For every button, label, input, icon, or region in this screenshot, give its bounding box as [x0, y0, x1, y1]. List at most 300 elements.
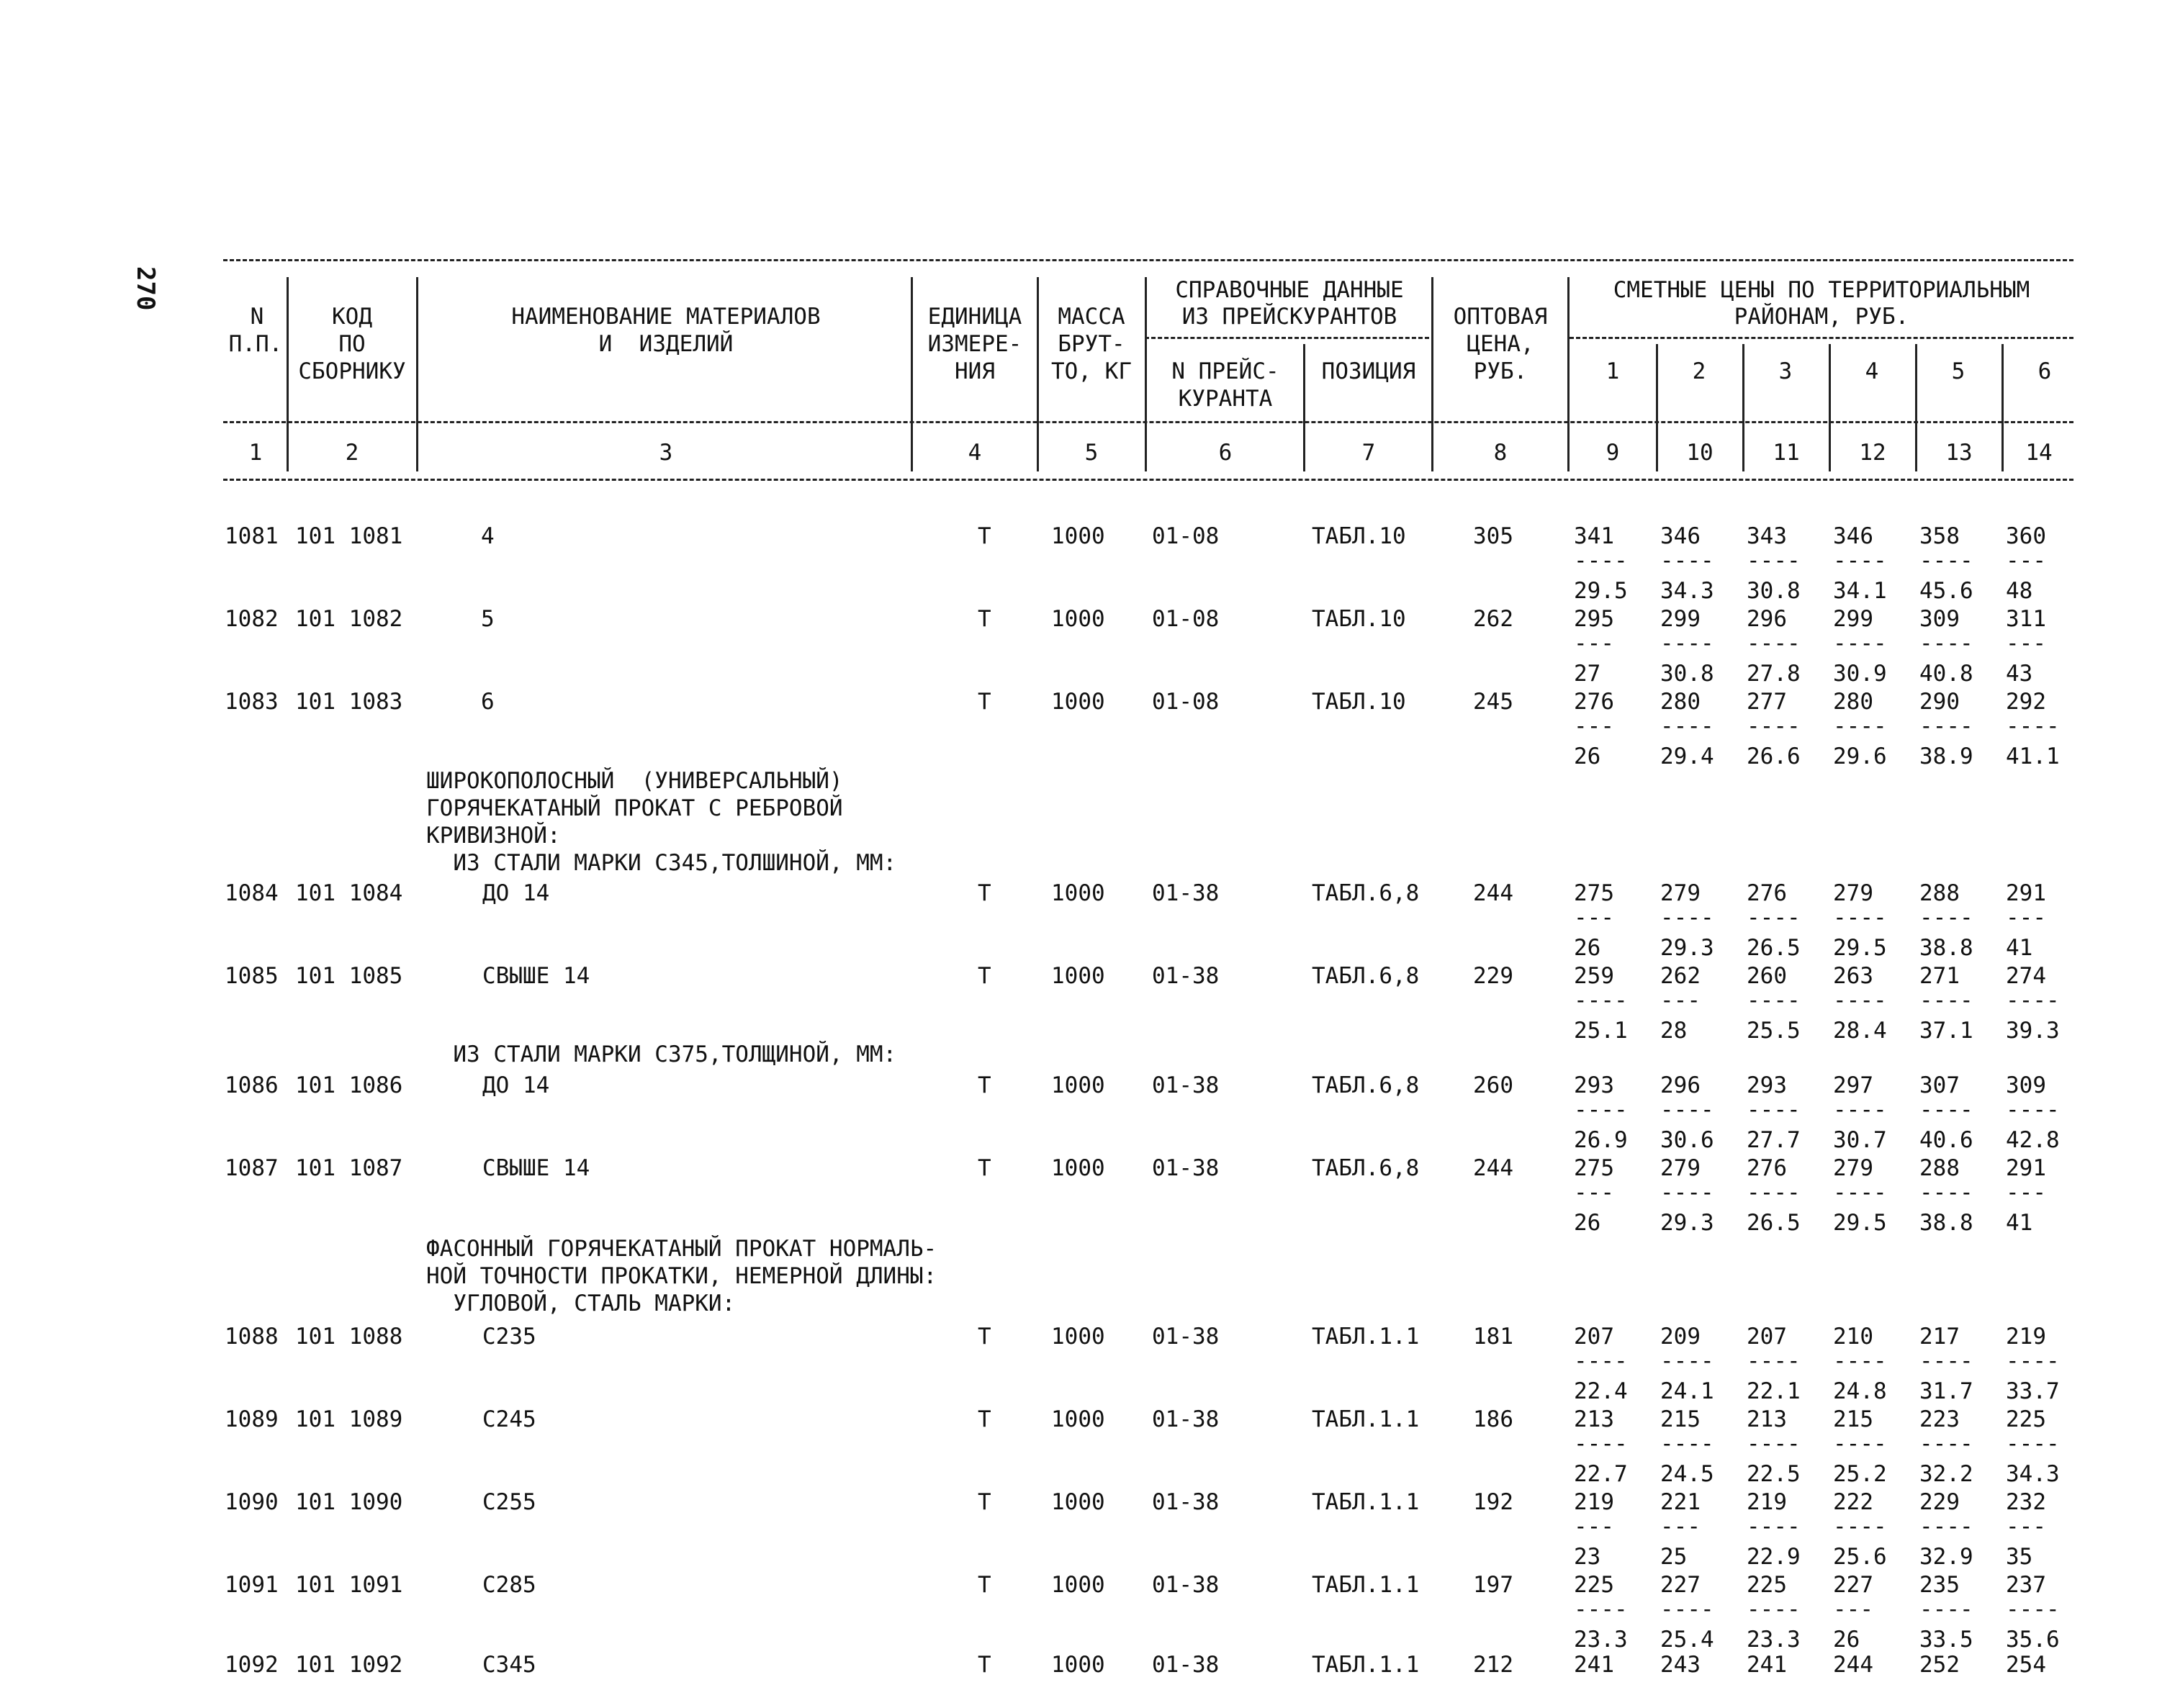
header-code: ПО	[338, 331, 366, 357]
row-region-price: 215	[1660, 1406, 1701, 1432]
region-number: 4	[1865, 358, 1879, 384]
row-unit: Т	[978, 689, 991, 715]
row-mass: 1000	[1051, 963, 1105, 989]
header-position: ПОЗИЦИЯ	[1321, 358, 1416, 384]
row-fraction-line: ----	[1660, 1097, 1714, 1123]
column-number: 12	[1859, 440, 1886, 466]
row-pricelist: 01-38	[1152, 1572, 1220, 1598]
row-region-price: 237	[2006, 1572, 2046, 1598]
header-pricelist: N ПРЕЙС-	[1171, 358, 1279, 384]
row-position: ТАБЛ.1.1	[1312, 1406, 1420, 1432]
row-region-fraction: 26.5	[1747, 1210, 1801, 1236]
row-code: 101 1091	[295, 1572, 403, 1598]
row-region-price: 288	[1919, 880, 1960, 906]
header-price: РУБ.	[1473, 358, 1528, 384]
row-code: 101 1092	[295, 1652, 403, 1678]
row-region-price: 360	[2006, 523, 2046, 549]
row-fraction-line: ----	[1919, 1596, 1973, 1622]
header-mass: ТО, КГ	[1051, 358, 1132, 384]
column-number: 8	[1493, 440, 1508, 466]
row-fraction-line: ----	[1833, 1097, 1887, 1123]
row-name: С255	[482, 1489, 536, 1515]
header-divider	[1303, 344, 1305, 471]
row-region-price: 222	[1833, 1489, 1873, 1515]
row-position: ТАБЛ.1.1	[1312, 1489, 1420, 1515]
row-unit: Т	[978, 606, 991, 632]
row-fraction-line: ----	[2006, 1596, 2060, 1622]
row-pricelist: 01-38	[1152, 1155, 1220, 1181]
row-fraction-line: ----	[1833, 631, 1887, 656]
header-ref-group: СПРАВОЧНЫЕ ДАННЫЕ	[1175, 277, 1404, 303]
header-mass: МАССА	[1058, 304, 1125, 330]
row-region-price: 341	[1574, 523, 1614, 549]
header-divider	[1037, 277, 1039, 471]
row-fraction-line: ----	[1747, 1596, 1801, 1622]
row-code: 101 1085	[295, 963, 403, 989]
header-n: N	[250, 304, 264, 330]
row-region-fraction: 28	[1660, 1018, 1688, 1044]
header-pp: П.П.	[228, 331, 283, 357]
row-fraction-line: ----	[1833, 548, 1887, 574]
row-region-fraction: 25.2	[1833, 1461, 1887, 1487]
row-region-fraction: 27.7	[1747, 1127, 1801, 1153]
row-region-price: 275	[1574, 880, 1614, 906]
row-number: 1085	[225, 963, 279, 989]
row-fraction-line: ----	[1747, 631, 1801, 656]
row-fraction-line: ----	[2006, 1431, 2060, 1457]
row-region-fraction: 24.8	[1833, 1378, 1887, 1404]
row-region-price: 241	[1574, 1652, 1614, 1678]
row-region-price: 309	[1919, 606, 1960, 632]
column-number: 4	[968, 440, 982, 466]
row-fraction-line: ----	[1574, 548, 1628, 574]
row-unit: Т	[978, 880, 991, 906]
row-region-fraction: 33.7	[2006, 1378, 2060, 1404]
region-number: 2	[1692, 358, 1706, 384]
row-fraction-line: ----	[1747, 713, 1801, 739]
row-fraction-line: ---	[2006, 1180, 2046, 1206]
row-region-price: 279	[1833, 880, 1873, 906]
row-region-fraction: 22.7	[1574, 1461, 1628, 1487]
row-unit: Т	[978, 1489, 991, 1515]
section-heading-shaped: ФАСОННЫЙ ГОРЯЧЕКАТАНЫЙ ПРОКАТ НОРМАЛЬ-	[426, 1236, 937, 1262]
row-region-fraction: 30.8	[1747, 578, 1801, 604]
header-pricelist: КУРАНТА	[1178, 386, 1273, 412]
column-number: 3	[659, 440, 673, 466]
row-region-fraction: 34.3	[1660, 578, 1714, 604]
row-name: СВЫШЕ 14	[482, 1155, 590, 1181]
region-number: 6	[2037, 358, 2052, 384]
row-region-price: 295	[1574, 606, 1614, 632]
row-region-price: 279	[1660, 880, 1701, 906]
row-region-fraction: 30.7	[1833, 1127, 1887, 1153]
row-number: 1087	[225, 1155, 279, 1181]
column-number: 9	[1606, 440, 1620, 466]
row-pricelist: 01-08	[1152, 606, 1220, 632]
row-region-price: 279	[1660, 1155, 1701, 1181]
row-number: 1083	[225, 689, 279, 715]
row-fraction-line: ----	[1833, 988, 1887, 1013]
row-name: С245	[482, 1406, 536, 1432]
row-name: 6	[481, 689, 495, 715]
row-fraction-line: ----	[1833, 1348, 1887, 1374]
row-region-fraction: 35.6	[2006, 1627, 2060, 1653]
row-fraction-line: ----	[1919, 713, 1973, 739]
row-region-price: 217	[1919, 1324, 1960, 1350]
row-pricelist: 01-38	[1152, 963, 1220, 989]
header-divider	[1567, 277, 1570, 471]
row-fraction-line: ---	[1660, 988, 1701, 1013]
row-region-fraction: 48	[2006, 578, 2033, 604]
row-wholesale-price: 181	[1473, 1324, 1513, 1350]
header-code: СБОРНИКУ	[298, 358, 406, 384]
row-region-price: 358	[1919, 523, 1960, 549]
row-number: 1089	[225, 1406, 279, 1432]
row-region-price: 307	[1919, 1072, 1960, 1098]
row-fraction-line: ----	[2006, 988, 2060, 1013]
row-fraction-line: ----	[1660, 1431, 1714, 1457]
row-region-fraction: 26.5	[1747, 935, 1801, 961]
section-heading-wideband: ШИРОКОПОЛОСНЫЙ (УНИВЕРСАЛЬНЫЙ)	[426, 768, 843, 794]
row-region-fraction: 40.8	[1919, 661, 1973, 687]
row-fraction-line: ----	[1747, 548, 1801, 574]
row-fraction-line: ----	[1660, 1348, 1714, 1374]
row-region-price: 274	[2006, 963, 2046, 989]
region-number: 1	[1606, 358, 1620, 384]
row-region-price: 276	[1574, 689, 1614, 715]
column-number: 10	[1686, 440, 1714, 466]
row-region-fraction: 26	[1833, 1627, 1860, 1653]
row-region-fraction: 29.5	[1833, 1210, 1887, 1236]
row-unit: Т	[978, 1155, 991, 1181]
row-mass: 1000	[1051, 1572, 1105, 1598]
row-wholesale-price: 305	[1473, 523, 1513, 549]
row-region-price: 263	[1833, 963, 1873, 989]
row-code: 101 1082	[295, 606, 403, 632]
row-number: 1090	[225, 1489, 279, 1515]
row-fraction-line: ---	[1574, 1180, 1614, 1206]
row-unit: Т	[978, 1406, 991, 1432]
row-number: 1088	[225, 1324, 279, 1350]
row-fraction-line: ----	[1919, 988, 1973, 1013]
row-mass: 1000	[1051, 1406, 1105, 1432]
row-fraction-line: ----	[1747, 988, 1801, 1013]
row-region-price: 290	[1919, 689, 1960, 715]
row-code: 101 1088	[295, 1324, 403, 1350]
row-region-price: 219	[1574, 1489, 1614, 1515]
row-fraction-line: ----	[1660, 548, 1714, 574]
header-bottom-rule	[223, 479, 2073, 481]
header-divider	[1145, 277, 1147, 471]
row-region-fraction: 41.1	[2006, 744, 2060, 769]
row-fraction-line: ----	[1919, 1348, 1973, 1374]
row-region-fraction: 22.4	[1574, 1378, 1628, 1404]
row-code: 101 1084	[295, 880, 403, 906]
row-name: ДО 14	[482, 880, 550, 906]
header-prices-group: СМЕТНЫЕ ЦЕНЫ ПО ТЕРРИТОРИАЛЬНЫМ	[1613, 277, 2030, 303]
row-fraction-line: ----	[1747, 1431, 1801, 1457]
column-number: 11	[1773, 440, 1800, 466]
row-region-fraction: 34.3	[2006, 1461, 2060, 1487]
header-code: КОД	[332, 304, 372, 330]
row-region-price: 219	[1747, 1489, 1787, 1515]
column-number: 6	[1218, 440, 1233, 466]
row-region-price: 293	[1747, 1072, 1787, 1098]
row-code: 101 1086	[295, 1072, 403, 1098]
row-mass: 1000	[1051, 1072, 1105, 1098]
row-region-price: 225	[1747, 1572, 1787, 1598]
row-region-fraction: 41	[2006, 1210, 2033, 1236]
row-fraction-line: ----	[1747, 905, 1801, 931]
row-region-fraction: 27.8	[1747, 661, 1801, 687]
row-region-fraction: 30.9	[1833, 661, 1887, 687]
row-name: СВЫШЕ 14	[482, 963, 590, 989]
row-name: С285	[482, 1572, 536, 1598]
header-price: ЦЕНА,	[1467, 331, 1534, 357]
row-region-price: 229	[1919, 1489, 1960, 1515]
header-unit: ИЗМЕРЕ-	[927, 331, 1022, 357]
row-region-price: 346	[1660, 523, 1701, 549]
row-pricelist: 01-38	[1152, 1324, 1220, 1350]
row-region-price: 293	[1574, 1072, 1614, 1098]
row-region-price: 225	[2006, 1406, 2046, 1432]
row-region-price: 213	[1574, 1406, 1614, 1432]
row-region-fraction: 42.8	[2006, 1127, 2060, 1153]
row-fraction-line: ----	[1919, 1180, 1973, 1206]
row-region-fraction: 22.5	[1747, 1461, 1801, 1487]
row-region-price: 252	[1919, 1652, 1960, 1678]
row-position: ТАБЛ.1.1	[1312, 1572, 1420, 1598]
row-region-fraction: 26	[1574, 935, 1601, 961]
row-number: 1091	[225, 1572, 279, 1598]
row-wholesale-price: 245	[1473, 689, 1513, 715]
row-region-fraction: 25	[1660, 1544, 1688, 1570]
row-unit: Т	[978, 1572, 991, 1598]
row-fraction-line: ----	[1747, 1180, 1801, 1206]
row-region-price: 227	[1833, 1572, 1873, 1598]
header-divider	[1431, 277, 1433, 471]
row-fraction-line: ----	[1660, 713, 1714, 739]
row-region-price: 296	[1747, 606, 1787, 632]
row-region-fraction: 29.3	[1660, 935, 1714, 961]
row-unit: Т	[978, 1652, 991, 1678]
row-region-fraction: 38.8	[1919, 935, 1973, 961]
row-region-fraction: 32.2	[1919, 1461, 1973, 1487]
row-fraction-line: ---	[2006, 548, 2046, 574]
row-name: 5	[481, 606, 495, 632]
row-fraction-line: ----	[1833, 1514, 1887, 1540]
row-fraction-line: ----	[1574, 1596, 1628, 1622]
row-region-fraction: 37.1	[1919, 1018, 1973, 1044]
row-unit: Т	[978, 523, 991, 549]
row-region-price: 207	[1574, 1324, 1614, 1350]
region-number: 5	[1951, 358, 1965, 384]
row-code: 101 1089	[295, 1406, 403, 1432]
row-mass: 1000	[1051, 689, 1105, 715]
row-position: ТАБЛ.6,8	[1312, 880, 1420, 906]
ref-group-rule	[1145, 337, 1429, 339]
row-mass: 1000	[1051, 1652, 1105, 1678]
row-fraction-line: ----	[1747, 1348, 1801, 1374]
row-region-price: 275	[1574, 1155, 1614, 1181]
row-number: 1081	[225, 523, 279, 549]
row-fraction-line: ----	[1574, 988, 1628, 1013]
row-region-price: 291	[2006, 880, 2046, 906]
row-region-fraction: 25.5	[1747, 1018, 1801, 1044]
row-region-fraction: 31.7	[1919, 1378, 1973, 1404]
row-pricelist: 01-38	[1152, 1072, 1220, 1098]
row-name: С345	[482, 1652, 536, 1678]
row-region-fraction: 26	[1574, 1210, 1601, 1236]
row-position: ТАБЛ.1.1	[1312, 1652, 1420, 1678]
row-region-fraction: 32.9	[1919, 1544, 1973, 1570]
row-region-fraction: 35	[2006, 1544, 2033, 1570]
row-region-price: 299	[1660, 606, 1701, 632]
row-pricelist: 01-38	[1152, 880, 1220, 906]
section-heading-shaped: УГЛОВОЙ, СТАЛЬ МАРКИ:	[426, 1291, 736, 1316]
header-divider	[1915, 344, 1917, 471]
row-region-price: 291	[2006, 1155, 2046, 1181]
row-fraction-line: ---	[2006, 1514, 2046, 1540]
row-mass: 1000	[1051, 606, 1105, 632]
row-region-price: 232	[2006, 1489, 2046, 1515]
prices-group-rule	[1570, 337, 2073, 339]
section-heading-c375: ИЗ СТАЛИ МАРКИ С375,ТОЛЩИНОЙ, ММ:	[426, 1041, 897, 1067]
row-region-price: 221	[1660, 1489, 1701, 1515]
row-region-price: 279	[1833, 1155, 1873, 1181]
row-code: 101 1090	[295, 1489, 403, 1515]
row-region-price: 244	[1833, 1652, 1873, 1678]
row-unit: Т	[978, 1072, 991, 1098]
row-fraction-line: ----	[1833, 713, 1887, 739]
row-region-fraction: 25.1	[1574, 1018, 1628, 1044]
row-region-fraction: 29.5	[1833, 935, 1887, 961]
header-name: И ИЗДЕЛИЙ	[598, 331, 734, 357]
row-fraction-line: ----	[1919, 631, 1973, 656]
column-number: 14	[2025, 440, 2053, 466]
row-region-price: 292	[2006, 689, 2046, 715]
row-wholesale-price: 212	[1473, 1652, 1513, 1678]
row-fraction-line: ----	[1747, 1097, 1801, 1123]
row-region-fraction: 26.9	[1574, 1127, 1628, 1153]
row-fraction-line: ----	[2006, 1097, 2060, 1123]
row-fraction-line: ----	[1919, 548, 1973, 574]
header-divider	[2001, 344, 2004, 471]
row-region-fraction: 26.6	[1747, 744, 1801, 769]
row-region-price: 207	[1747, 1324, 1787, 1350]
row-fraction-line: ---	[1574, 1514, 1614, 1540]
header-divider	[911, 277, 913, 471]
page-number: 270	[131, 266, 160, 311]
section-heading-wideband: КРИВИЗНОЙ:	[426, 823, 561, 849]
row-fraction-line: ----	[1833, 905, 1887, 931]
row-region-fraction: 25.4	[1660, 1627, 1714, 1653]
row-number: 1084	[225, 880, 279, 906]
row-wholesale-price: 260	[1473, 1072, 1513, 1098]
row-fraction-line: ----	[1747, 1514, 1801, 1540]
row-region-price: 254	[2006, 1652, 2046, 1678]
row-region-fraction: 29.3	[1660, 1210, 1714, 1236]
header-unit: ЕДИНИЦА	[927, 304, 1022, 330]
row-position: ТАБЛ.10	[1312, 606, 1406, 632]
row-wholesale-price: 244	[1473, 880, 1513, 906]
row-region-price: 296	[1660, 1072, 1701, 1098]
row-unit: Т	[978, 963, 991, 989]
column-number: 2	[345, 440, 359, 466]
row-number: 1092	[225, 1652, 279, 1678]
row-region-fraction: 30.6	[1660, 1127, 1714, 1153]
row-region-fraction: 25.6	[1833, 1544, 1887, 1570]
row-region-fraction: 29.5	[1574, 578, 1628, 604]
row-fraction-line: ----	[1919, 905, 1973, 931]
row-fraction-line: ---	[2006, 905, 2046, 931]
header-ref-group: ИЗ ПРЕЙСКУРАНТОВ	[1181, 304, 1397, 330]
row-region-price: 346	[1833, 523, 1873, 549]
row-position: ТАБЛ.1.1	[1312, 1324, 1420, 1350]
row-region-price: 277	[1747, 689, 1787, 715]
row-number: 1082	[225, 606, 279, 632]
row-region-price: 223	[1919, 1406, 1960, 1432]
row-region-price: 213	[1747, 1406, 1787, 1432]
row-region-fraction: 45.6	[1919, 578, 1973, 604]
section-heading-shaped: НОЙ ТОЧНОСТИ ПРОКАТКИ, НЕМЕРНОЙ ДЛИНЫ:	[426, 1263, 937, 1289]
row-mass: 1000	[1051, 523, 1105, 549]
row-region-price: 260	[1747, 963, 1787, 989]
column-number: 13	[1945, 440, 1973, 466]
header-mass: БРУТ-	[1058, 331, 1125, 357]
row-name: С235	[482, 1324, 536, 1350]
row-fraction-line: ---	[1833, 1596, 1873, 1622]
row-position: ТАБЛ.6,8	[1312, 1155, 1420, 1181]
header-mid-rule	[223, 421, 2073, 423]
row-region-price: 210	[1833, 1324, 1873, 1350]
row-fraction-line: ---	[1574, 631, 1614, 656]
row-region-fraction: 41	[2006, 935, 2033, 961]
row-region-price: 241	[1747, 1652, 1787, 1678]
row-region-fraction: 34.1	[1833, 578, 1887, 604]
row-region-fraction: 23.3	[1747, 1627, 1801, 1653]
header-divider	[287, 277, 289, 471]
row-region-price: 235	[1919, 1572, 1960, 1598]
row-region-price: 276	[1747, 880, 1787, 906]
row-fraction-line: ----	[2006, 1348, 2060, 1374]
row-region-fraction: 29.4	[1660, 744, 1714, 769]
row-region-price: 259	[1574, 963, 1614, 989]
row-fraction-line: ---	[1574, 713, 1614, 739]
row-unit: Т	[978, 1324, 991, 1350]
row-fraction-line: ---	[1574, 905, 1614, 931]
row-region-fraction: 22.9	[1747, 1544, 1801, 1570]
row-pricelist: 01-38	[1152, 1652, 1220, 1678]
row-region-price: 209	[1660, 1324, 1701, 1350]
row-code: 101 1081	[295, 523, 403, 549]
row-region-fraction: 29.6	[1833, 744, 1887, 769]
header-name: НАИМЕНОВАНИЕ МАТЕРИАЛОВ	[511, 304, 821, 330]
row-fraction-line: ----	[1660, 1596, 1714, 1622]
row-region-fraction: 43	[2006, 661, 2033, 687]
row-region-price: 343	[1747, 523, 1787, 549]
row-region-price: 262	[1660, 963, 1701, 989]
header-prices-group: РАЙОНАМ, РУБ.	[1734, 304, 1909, 330]
row-fraction-line: ----	[1660, 1180, 1714, 1206]
section-heading-wideband: ИЗ СТАЛИ МАРКИ С345,ТОЛШИНОЙ, ММ:	[426, 850, 897, 876]
header-divider	[416, 277, 418, 471]
section-heading-wideband: ГОРЯЧЕКАТАНЫЙ ПРОКАТ С РЕБРОВОЙ	[426, 795, 843, 821]
header-divider	[1656, 344, 1658, 471]
column-number: 1	[248, 440, 263, 466]
row-wholesale-price: 192	[1473, 1489, 1513, 1515]
row-region-fraction: 33.5	[1919, 1627, 1973, 1653]
